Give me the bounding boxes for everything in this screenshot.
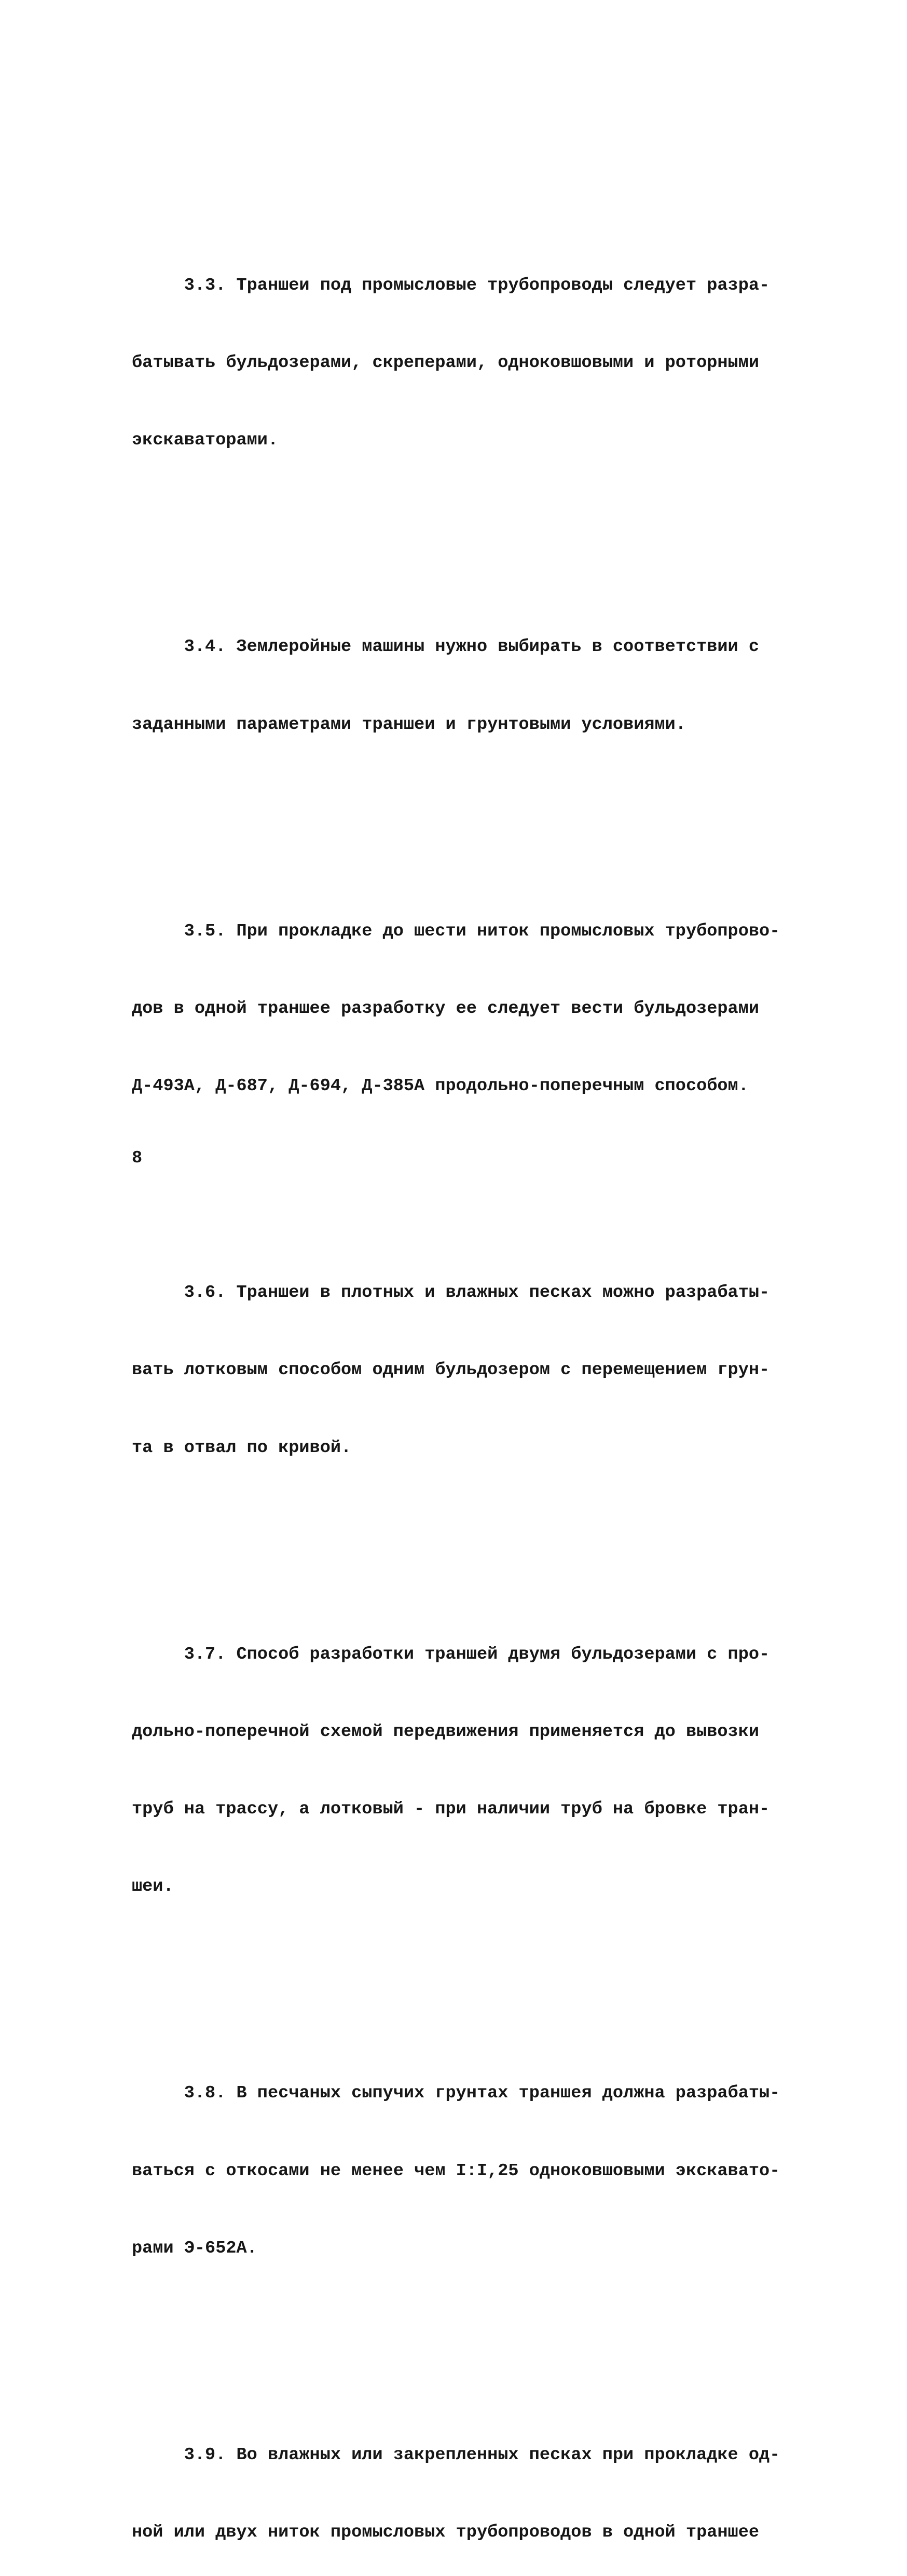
text-line: 3.3. Траншеи под промысловые трубопроводы следует разра- <box>184 275 770 295</box>
text-line: дов в одной траншее разработку ее следует вести бульдозерами <box>132 998 760 1019</box>
text-line: 3.5. При прокладке до шести ниток промысловых трубопрово- <box>184 921 780 941</box>
text-line: рами Э-652А. <box>132 2238 257 2258</box>
document-body <box>132 144 780 2576</box>
paragraph-3-5 <box>132 867 780 1151</box>
text-line: вать лотковым способом одним бульдозером с перемещением грун- <box>132 1360 770 1380</box>
text-line: труб на трассу, а лотковый - при наличии труб на бровке тран- <box>132 1799 770 1819</box>
paragraph-3-8 <box>132 2029 780 2313</box>
text-line: та в отвал по кривой. <box>132 1438 352 1458</box>
text-line: 3.7. Способ разработки траншей двумя бульдозерами с про- <box>184 1644 770 1664</box>
text-line: ной или двух ниток промысловых трубопроводов в одной траншее <box>132 2523 760 2542</box>
text-line: шеи. <box>132 1877 174 1897</box>
text-line: заданными параметрами траншеи и грунтовыми условиями. <box>132 714 686 735</box>
text-line: экскаваторами. <box>132 430 279 451</box>
text-line: Д-493А, Д-687, Д-694, Д-385А продольно-поперечным способом. <box>132 1076 749 1096</box>
paragraph-3-6 <box>132 1229 780 1513</box>
paragraph-3-9 <box>132 2391 780 2576</box>
text-line: 3.8. В песчаных сыпучих грунтах траншея должна разрабаты- <box>184 2083 780 2104</box>
text-line: дольно-поперечной схемой передвижения применяется до вывозки <box>132 1721 760 1742</box>
text-line: 3.9. Во влажных или закрепленных песках при прокладке од- <box>184 2445 780 2465</box>
text-line: ваться с откосами не менее чем I:I,25 одноковшовыми экскавато- <box>132 2161 780 2181</box>
text-line: батывать бульдозерами, скреперами, одноковшовыми и роторными <box>132 353 760 373</box>
page-number: 8 <box>132 1148 143 1168</box>
paragraph-3-4 <box>132 583 780 790</box>
paragraph-3-7 <box>132 1590 780 1952</box>
text-line: 3.6. Траншеи в плотных и влажных песках можно разрабаты- <box>184 1283 770 1303</box>
text-line: 3.4. Землеройные машины нужно выбирать в соответствии с <box>184 637 760 657</box>
paragraph-3-3 <box>132 221 780 505</box>
